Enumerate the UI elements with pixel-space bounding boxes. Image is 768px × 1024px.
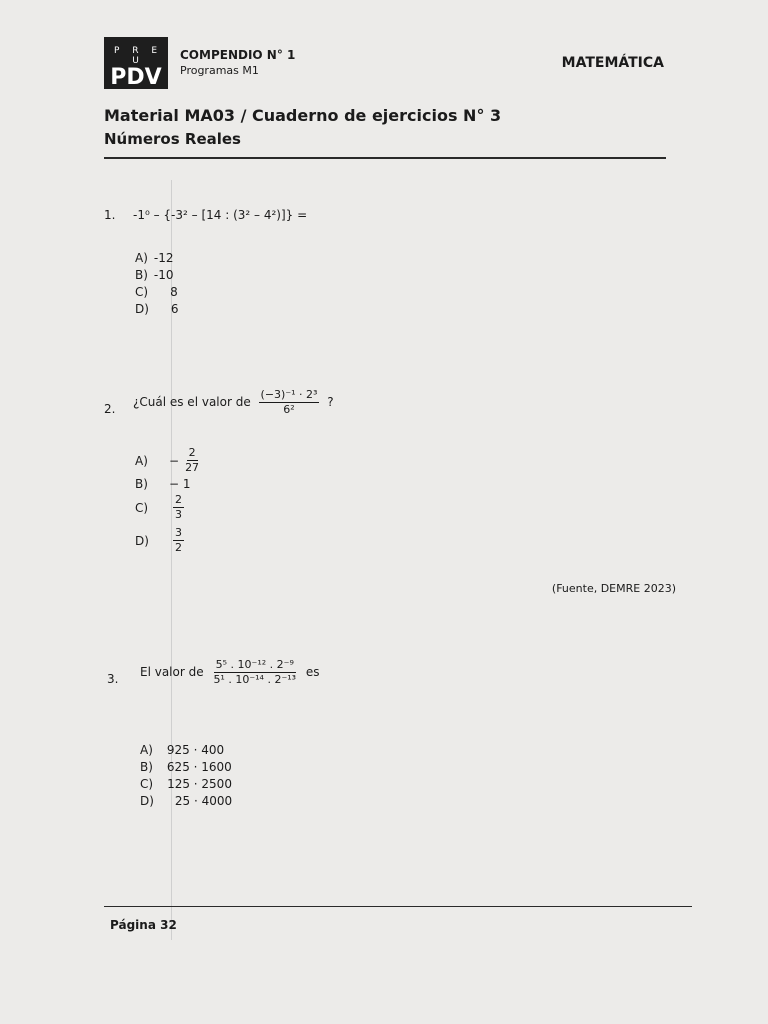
fraction-denominator: 2 (175, 541, 182, 554)
option-fraction (173, 493, 184, 522)
question-3-number: 3. (107, 672, 119, 686)
option-label: A) (135, 251, 148, 265)
option-sign: − (169, 453, 180, 468)
logo-top-text: P R E U (113, 46, 163, 66)
option-b[interactable] (135, 477, 225, 491)
fraction-denominator: 5¹ . 10⁻¹⁴ . 2⁻¹³ (213, 673, 297, 686)
option-c[interactable] (140, 776, 232, 793)
question-3-end: es (305, 665, 320, 679)
option-value: -10 (153, 268, 174, 282)
header-rule (104, 157, 666, 159)
material-title: Material MA03 / Cuaderno de ejercicios N° 3 (104, 106, 502, 125)
option-label: B) (135, 477, 148, 491)
option-value: 925 · 400 (166, 743, 225, 757)
source-note: (Fuente, DEMRE 2023) (551, 582, 676, 595)
question-3-fraction (211, 658, 298, 687)
fraction-numerator: 3 (175, 526, 182, 539)
topic-title: Números Reales (104, 130, 241, 148)
option-value: 25 · 4000 (174, 794, 233, 808)
option-fraction (173, 526, 184, 555)
question-2-end: ? (327, 395, 334, 409)
fraction-denominator: 3 (175, 508, 182, 521)
subject-label: MATEMÁTICA (561, 55, 664, 71)
question-2-lead: ¿Cuál es el valor de (133, 395, 251, 409)
fraction-numerator: 5⁵ . 10⁻¹² . 2⁻⁹ (215, 658, 294, 671)
question-2-fraction (259, 388, 320, 417)
pdv-logo (104, 37, 168, 89)
option-label: D) (140, 794, 154, 808)
question-1-text: -1⁰ – {-3² – [14 : (3² – 4²)]} = (133, 208, 308, 222)
question-2-number: 2. (104, 402, 116, 416)
option-label: C) (135, 500, 149, 515)
question-3-lead: El valor de (140, 665, 204, 679)
option-label: B) (140, 760, 153, 774)
fraction-numerator: (−3)⁻¹ · 2³ (260, 388, 318, 401)
option-c[interactable] (135, 284, 179, 301)
option-fraction (183, 446, 201, 475)
option-b[interactable] (135, 267, 179, 284)
option-a[interactable] (140, 742, 232, 759)
compendio-label: COMPENDIO N° 1 (180, 48, 296, 62)
option-value: 625 · 1600 (166, 760, 232, 774)
option-label: C) (140, 777, 154, 791)
page-number: Página 32 (110, 918, 177, 932)
programas-label: Programas M1 (180, 64, 259, 77)
option-d[interactable] (135, 301, 179, 318)
option-d[interactable] (140, 793, 232, 810)
option-value: -12 (153, 251, 174, 265)
option-c[interactable] (135, 493, 225, 522)
option-label: B) (135, 268, 148, 282)
option-b[interactable] (140, 759, 232, 776)
fraction-denominator: 6² (283, 403, 295, 416)
fraction-denominator: 27 (185, 461, 200, 474)
option-value: 6 (170, 302, 179, 316)
question-2-text (133, 388, 334, 417)
option-label: A) (140, 743, 153, 757)
question-2-options (135, 446, 225, 555)
option-value: 8 (170, 285, 178, 299)
option-label: D) (135, 533, 149, 548)
option-label: C) (135, 285, 149, 299)
option-label: D) (135, 302, 149, 316)
question-1-number: 1. (104, 208, 116, 222)
question-3-text (140, 658, 320, 687)
question-3-options (140, 742, 232, 810)
option-a[interactable] (135, 446, 225, 475)
question-1-options (135, 250, 179, 318)
fraction-numerator: 2 (188, 446, 196, 459)
option-label: A) (135, 453, 148, 468)
option-value: − 1 (169, 477, 191, 491)
fraction-numerator: 2 (175, 493, 182, 506)
footer-rule (104, 906, 692, 907)
option-value: 125 · 2500 (167, 777, 232, 791)
option-a[interactable] (135, 250, 179, 267)
option-d[interactable] (135, 526, 225, 555)
logo-bottom-text: PDV (110, 65, 162, 90)
